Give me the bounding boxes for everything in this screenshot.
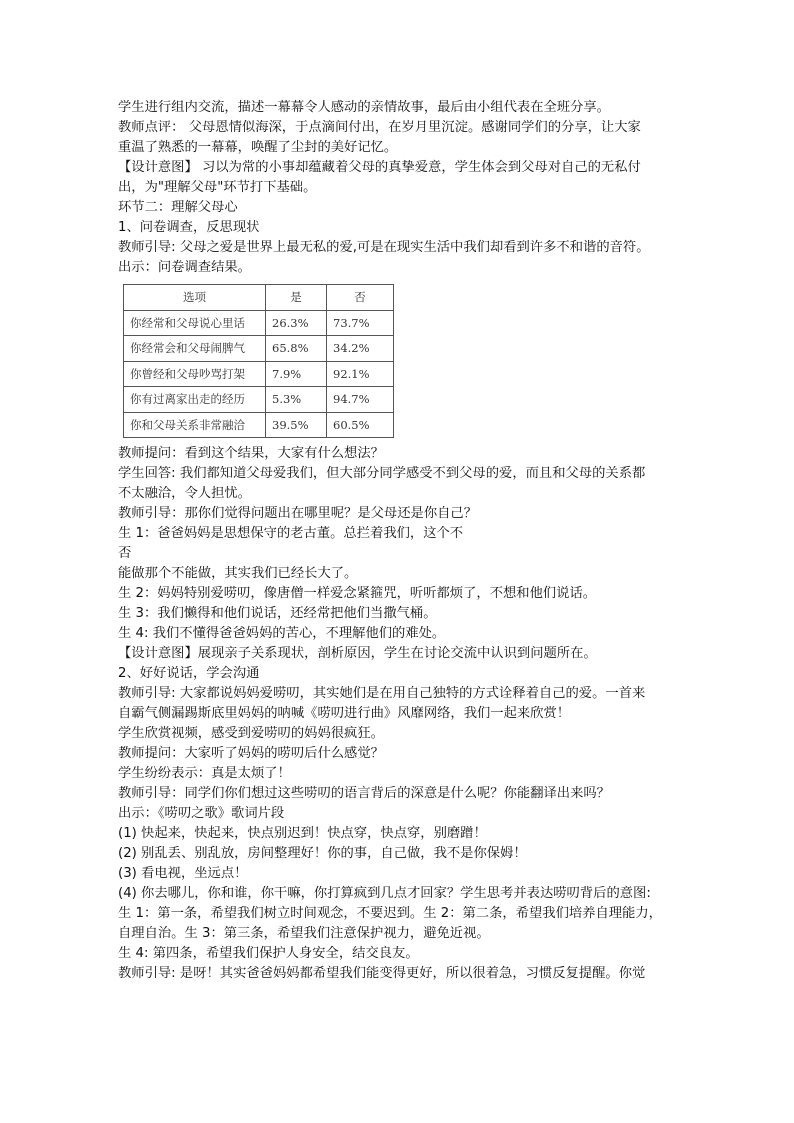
table-cell: 你有过离家出走的经历 [124,387,266,413]
table-row [124,310,394,336]
text-block-bottom [118,444,694,984]
text-line: 出示：问卷调查结果。 [118,260,251,275]
text-line: 生 1：第一条，希望我们树立时间观念，不要迟到。生 2：第二条，希望我们培养自理能力， [118,906,662,921]
text-line: 自理自治。生 3：第三条，希望我们注意保护视力，避免近视。 [118,926,490,941]
text-block-top [118,98,694,278]
text-line: 学生进行组内交流，描述一幕幕令人感动的亲情故事，最后由小组代表在全班分享。 [118,100,610,115]
survey-table [123,284,394,438]
text-line: (2) 别乱丢、别乱放，房间整理好！你的事，自己做，我不是你保姆！ [118,846,527,861]
text-line: 重温了熟悉的一幕幕，唤醒了尘封的美好记忆。 [118,140,398,155]
table-row [124,361,394,387]
survey-table-header [124,285,394,311]
text-line: 生 3：我们懒得和他们说话，还经常把他们当撒气桶。 [118,606,437,621]
text-line: 能做那个不能做，其实我们已经长大了。 [118,566,358,581]
text-line: 教师提问：看到这个结果，大家有什么想法？ [118,446,384,461]
table-cell: 7.9% [266,361,327,387]
text-line: 出示：《唠叨之歌》歌词片段 [118,806,285,821]
table-row [124,336,394,362]
header-cell: 是 [266,285,327,311]
table-cell: 60.5% [327,412,394,438]
text-line: 教师引导: 是呀！其实爸爸妈妈都希望我们能变得更好，所以很着急，习惯反复提醒。你觉 [118,966,646,981]
text-line: (1) 快起来，快起来，快点别迟到！快点穿，快点穿，别磨蹭！ [118,826,487,841]
text-line: 【设计意图】展现亲子关系现状，剖析原因，学生在讨论交流中认识到问题所在。 [118,646,597,661]
text-line: 教师引导：同学们你们想过这些唠叨的语言背后的深意是什么呢？你能翻译出来吗？ [118,786,610,801]
text-line: 生 2：妈妈特别爱唠叨，像唐僧一样爱念紧箍咒，听听都烦了，不想和他们说话。 [118,586,597,601]
text-line: 教师引导：那你们觉得问题出在哪里呢？是父母还是你自己？ [118,506,478,521]
text-line: 生 4: 我们不懂得爸爸妈妈的苦心，不理解他们的难处。 [118,626,446,641]
table-row [124,412,394,438]
text-line: 生 1：爸爸妈妈是思想保守的老古董。总拦着我们，这个不 [118,526,464,541]
table-cell: 你曾经和父母吵骂打架 [124,361,266,387]
table-cell: 你经常会和父母闹脾气 [124,336,266,362]
text-line: (4) 你去哪儿，你和谁，你干嘛，你打算疯到几点才回家？学生思考并表达唠叨背后的意图: [118,886,651,901]
table-cell: 你经常和父母说心里话 [124,310,266,336]
table-cell: 26.3% [266,310,327,336]
header-cell: 否 [327,285,394,311]
table-cell: 65.8% [266,336,327,362]
text-line: 学生回答: 我们都知道父母爱我们，但大部分同学感受不到父母的爱，而且和父母的关系都 [118,466,646,481]
text-line: 教师点评： 父母恩情似海深，于点滴间付出，在岁月里沉淀。感谢同学们的分享，让大家 [118,120,641,135]
table-cell: 94.7% [327,387,394,413]
header-cell: 选项 [124,285,266,311]
text-line: 学生欣赏视频，感受到爱唠叨的妈妈很疯狂。 [118,726,384,741]
subsection-heading: 1、问卷调查，反思现状 [118,220,260,235]
table-row [124,387,394,413]
section-heading: 环节二：理解父母心 [118,200,238,215]
text-line: 出，为"理解父母"环节打下基础。 [118,180,317,195]
text-line: 教师引导: 父母之爱是世界上最无私的爱,可是在现实生活中我们却看到许多不和谐的音符。 [118,240,650,255]
text-line: 自霸气侧漏踢斯底里妈妈的呐喊《唠叨进行曲》风靡网络，我们一起来欣赏！ [118,706,571,721]
table-cell: 39.5% [266,412,327,438]
text-line: 学生纷纷表示：真是太烦了！ [118,766,291,781]
subsection-heading: 2、好好说话，学会沟通 [118,666,260,681]
text-line: 否 [118,546,132,561]
text-line: 教师引导: 大家都说妈妈爱唠叨，其实她们是在用自己独特的方式诠释着自己的爱。一首来 [118,686,646,701]
table-cell: 73.7% [327,310,394,336]
table-cell: 34.2% [327,336,394,362]
table-cell: 你和父母关系非常融洽 [124,412,266,438]
table-cell: 5.3% [266,387,327,413]
text-line: 【设计意图】 习以为常的小事却蕴藏着父母的真挚爱意，学生体会到父母对自己的无私付 [118,160,641,175]
text-line: 不太融洽，令人担忧。 [118,486,251,501]
text-line: 生 4: 第四条，希望我们保护人身安全，结交良友。 [118,946,419,961]
text-line: (3) 看电视，坐远点！ [118,866,248,881]
table-cell: 92.1% [327,361,394,387]
text-line: 教师提问：大家听了妈妈的唠叨后什么感觉？ [118,746,384,761]
